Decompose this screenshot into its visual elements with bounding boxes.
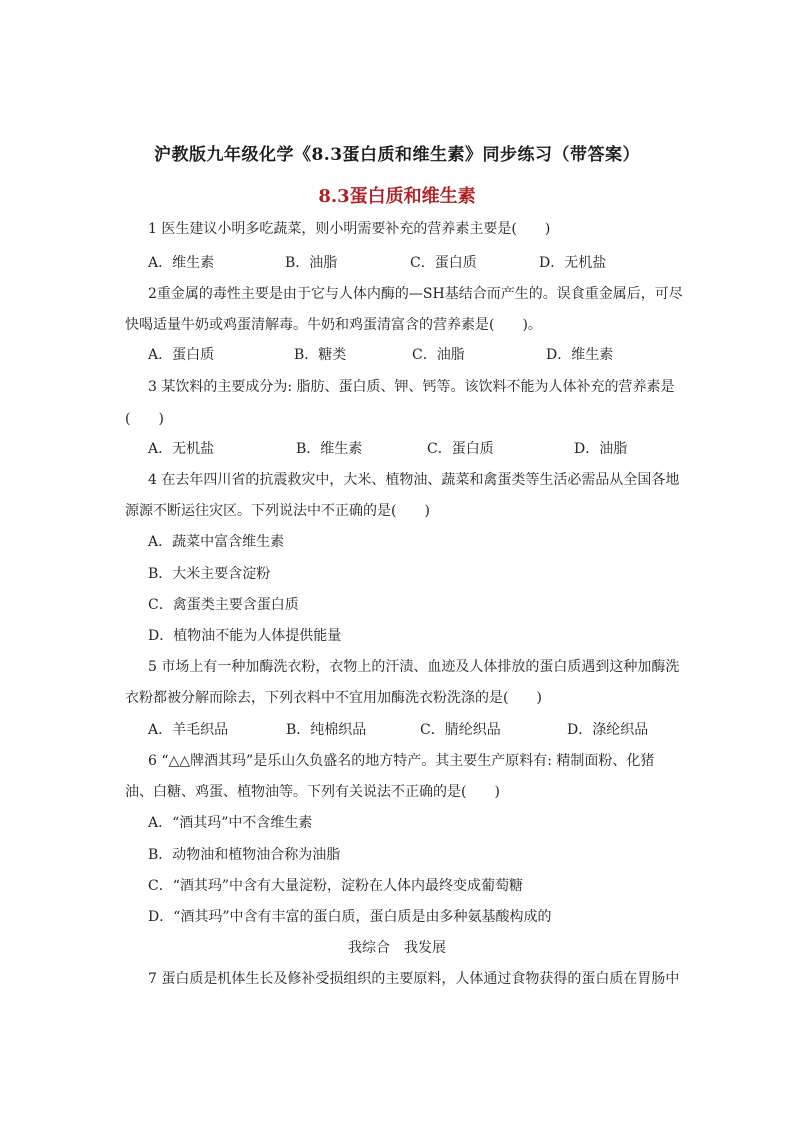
q5-option-d: D．涤纶织品 xyxy=(567,722,649,738)
q6-option-c: C．“酒其玛”中含有大量淀粉，淀粉在人体内最终变成葡萄糖 xyxy=(148,878,524,894)
q7-line1: 7 蛋白质是机体生长及修补受损组织的主要原料，人体通过食物获得的蛋白质在胃肠中 xyxy=(148,971,680,987)
q1-stem: 1 医生建议小明多吃蔬菜，则小明需要补充的营养素主要是( ) xyxy=(148,221,551,237)
q4-option-d: D．植物油不能为人体提供能量 xyxy=(148,628,342,644)
q4-option-a: A．蔬菜中富含维生素 xyxy=(148,534,285,550)
q4-line2: 源源不断运往灾区。下列说法中不正确的是( ) xyxy=(125,503,430,519)
q5-option-a: A．羊毛织品 xyxy=(148,722,229,738)
q6-option-d: D．“酒其玛”中含有丰富的蛋白质，蛋白质是由多种氨基酸构成的 xyxy=(148,909,552,925)
q2-option-d: D．维生素 xyxy=(546,347,614,363)
q4-option-b: B．大米主要含淀粉 xyxy=(148,566,271,582)
document-title: 沪教版九年级化学《8.3蛋白质和维生素》同步练习（带答案） xyxy=(153,145,641,165)
q3-option-c: C．蛋白质 xyxy=(427,441,494,457)
q3-line2: ( ) xyxy=(125,411,164,427)
q2-option-a: A．蛋白质 xyxy=(148,347,215,363)
q1-option-a: A．维生素 xyxy=(148,255,215,271)
q6-line2: 油、白糖、鸡蛋、植物油等。下列有关说法不正确的是( ) xyxy=(125,784,500,800)
q5-line1: 5 市场上有一种加酶洗衣粉，衣物上的汗渍、血迹及人体排放的蛋白质遇到这种加酶洗 xyxy=(148,659,680,675)
q2-line2: 快喝适量牛奶或鸡蛋清解毒。牛奶和鸡蛋清富含的营养素是( )。 xyxy=(125,317,542,333)
q1-option-b: B．油脂 xyxy=(285,255,338,271)
section2-title: 我综合 我发展 xyxy=(348,940,446,956)
q4-option-c: C．禽蛋类主要含蛋白质 xyxy=(148,597,299,613)
q2-line1: 2重金属的毒性主要是由于它与人体内酶的—SH基结合而产生的。误食重金属后，可尽 xyxy=(148,286,683,302)
q5-line2: 衣粉都被分解而除去，下列衣料中不宜用加酶洗衣粉洗涤的是( ) xyxy=(125,690,542,706)
q5-option-b: B．纯棉织品 xyxy=(286,722,367,738)
q6-option-b: B．动物油和植物油合称为油脂 xyxy=(148,847,341,863)
q3-option-a: A．无机盐 xyxy=(148,441,215,457)
q2-option-b: B．糖类 xyxy=(294,347,347,363)
q3-line1: 3 某饮料的主要成分为: 脂肪、蛋白质、钾、钙等。该饮料不能为人体补充的营养素是 xyxy=(148,379,675,395)
q3-option-b: B．维生素 xyxy=(296,441,363,457)
q1-option-d: D．无机盐 xyxy=(539,255,607,271)
q2-option-c: C．油脂 xyxy=(412,347,465,363)
q6-line1: 6 “△△牌酒其玛”是乐山久负盛名的地方特产。其主要生产原料有: 精制面粉、化猪 xyxy=(148,753,655,769)
q3-option-d: D．油脂 xyxy=(574,441,628,457)
section-title: 8.3蛋白质和维生素 xyxy=(318,186,476,207)
q6-option-a: A．“酒其玛”中不含维生素 xyxy=(148,815,313,831)
q4-line1: 4 在去年四川省的抗震救灾中，大米、植物油、蔬菜和禽蛋类等生活必需品从全国各地 xyxy=(148,472,680,488)
q1-option-c: C．蛋白质 xyxy=(410,255,477,271)
q5-option-c: C．腈纶织品 xyxy=(420,722,501,738)
